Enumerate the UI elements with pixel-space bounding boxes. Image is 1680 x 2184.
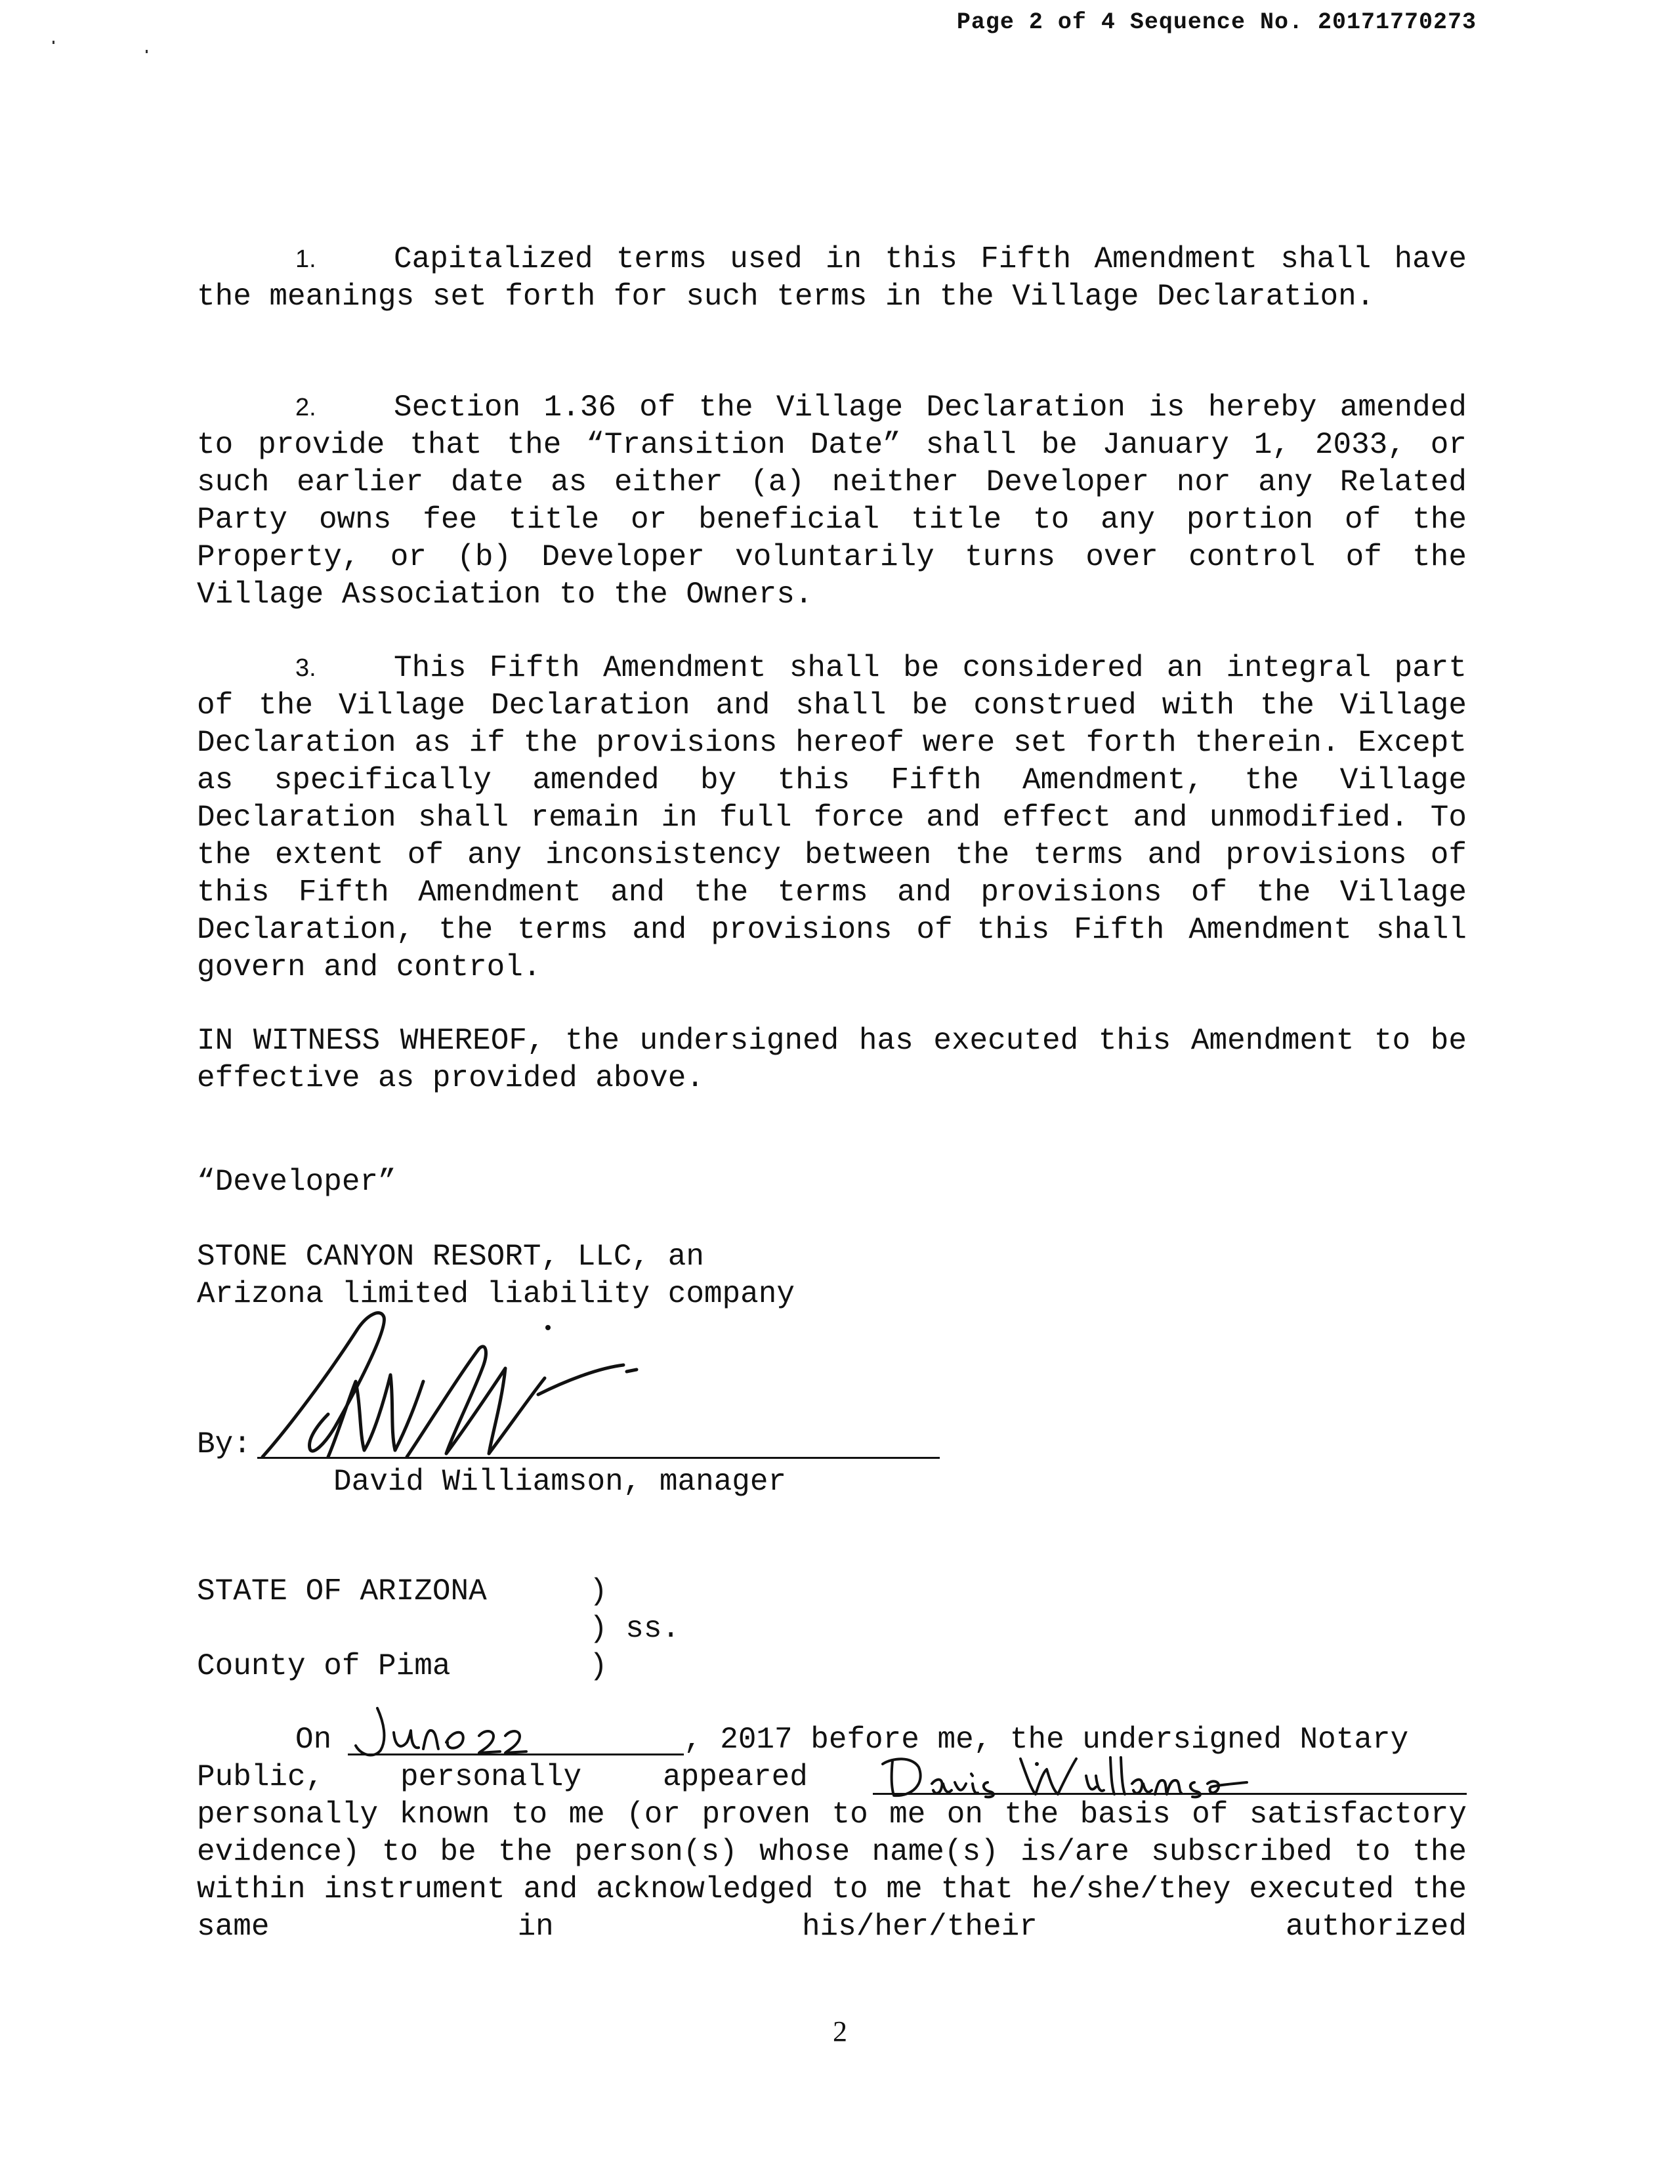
paragraph-text: Capitalized terms used in this Fifth Amendment shall have the meanings set forth for such terms in the Village Declaration. bbox=[197, 242, 1467, 314]
venue-ss: ) ss. bbox=[589, 1612, 681, 1646]
page-header: Page 2 of 4 Sequence No. 20171770273 bbox=[956, 9, 1477, 35]
public-label: Public, bbox=[197, 1760, 324, 1794]
scan-speck bbox=[146, 50, 148, 53]
signature-line bbox=[257, 1457, 940, 1459]
page-number: 2 bbox=[833, 2015, 847, 2048]
paragraph-text: This Fifth Amendment shall be considered an integral part of the Village Declaration and shall be construed with the Village Declaration as if the provisions hereof were set forth therein. Except as specifically amended by this Fifth Amendment, the Village Declaration shall remain in full force and effect and unmodified. To the extent of any inconsistency between the terms and provisions of this Fifth Amendment and the terms and provisions of the Village Declaration, the terms and provisions of this Fifth Amendment shall govern and control. bbox=[197, 651, 1467, 984]
paragraph-1 bbox=[197, 241, 1467, 316]
notary-body: personally known to me (or proven to me on the basis of satisfactory evidence) to be the person(s) whose name(s) is/are subscribed to the within instrument and acknowledged to me that he/she/they executed the same in his/her/their authorized bbox=[197, 1797, 1467, 1944]
company-name: STONE CANYON RESORT, LLC, an bbox=[197, 1240, 704, 1274]
on-label: On bbox=[295, 1723, 332, 1757]
paragraph-number: 3. bbox=[295, 654, 316, 682]
witness-clause: IN WITNESS WHEREOF, the undersigned has executed this Amendment to be effective as provided above. bbox=[197, 1024, 1467, 1095]
paragraph-number: 2. bbox=[295, 394, 316, 421]
venue-paren: ) bbox=[589, 1649, 608, 1683]
state-label: STATE OF ARIZONA bbox=[197, 1574, 487, 1608]
paragraph-number: 1. bbox=[295, 245, 316, 273]
paragraph-2 bbox=[197, 389, 1467, 614]
county-label: County of Pima bbox=[197, 1649, 451, 1683]
by-label: By: bbox=[197, 1427, 251, 1461]
personally-label: personally bbox=[400, 1760, 582, 1794]
company-type: Arizona limited liability company bbox=[197, 1277, 795, 1311]
appeared-label: appeared bbox=[663, 1760, 808, 1794]
handwritten-name bbox=[879, 1751, 1273, 1800]
paragraph-3 bbox=[197, 650, 1467, 986]
developer-role: “Developer” bbox=[197, 1165, 396, 1199]
signer-name: David Williamson, manager bbox=[333, 1465, 787, 1499]
developer-signature bbox=[249, 1303, 656, 1467]
paragraph-text: Section 1.36 of the Village Declaration is hereby amended to provide that the “Transition Date” shall be January 1, 2033, or such earlier date as either (a) neither Developer nor any Related Party owns fee title or beneficial title to any portion of the Property, or (b) Developer voluntarily turns over control of the Village Association to the Owners. bbox=[197, 390, 1467, 612]
handwritten-date bbox=[348, 1703, 545, 1762]
venue-paren: ) bbox=[589, 1574, 608, 1608]
notary-date-line: , 2017 before me, the undersigned Notary bbox=[684, 1723, 1409, 1757]
scan-speck bbox=[52, 41, 54, 44]
